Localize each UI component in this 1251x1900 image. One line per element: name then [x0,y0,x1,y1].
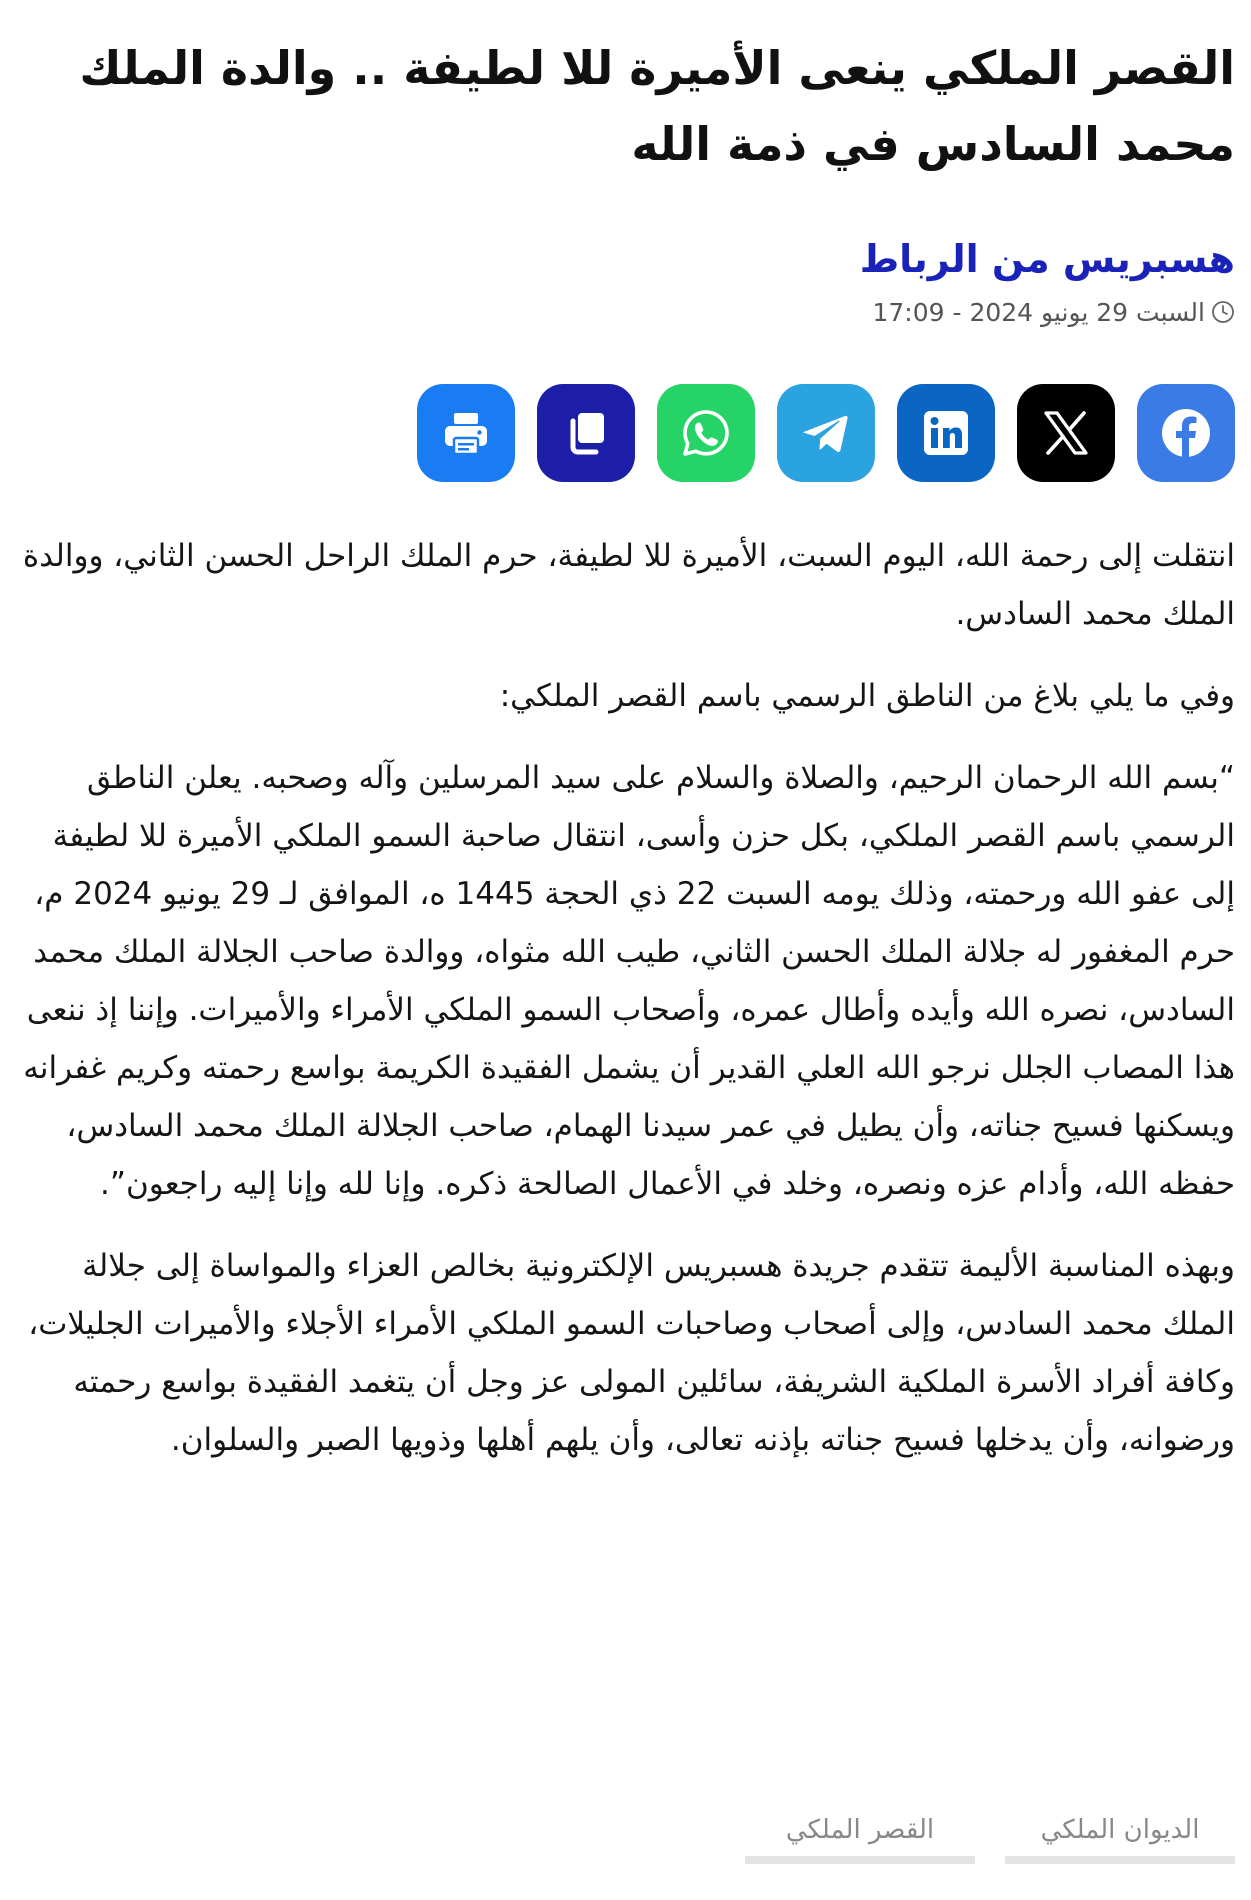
share-telegram-button[interactable] [777,384,875,482]
article-date: السبت 29 يونيو 2024 - 17:09 [872,297,1205,327]
share-x-button[interactable] [1017,384,1115,482]
article-paragraph: “بسم الله الرحمان الرحيم، والصلاة والسلام على سيد المرسلين وآله وصحبه. يعلن الناطق الرسمي باسم القصر الملكي، بكل حزن وأسى، انتقال صاحبة السمو الملكي الأميرة للا لطيفة إلى عفو الله ورحمته، وذلك يومه السبت 22 ذي الحجة 1445 ه، الموافق لـ 29 يونيو 2024 م، حرم المغفور له جلالة الملك الحسن الثاني، طيب الله مثواه، ووالدة صاحب الجلالة الملك محمد السادس، نصره الله وأيده وأطال عمره، وأصحاب السمو الملكي الأمراء والأميرات. وإننا إذ ننعى هذا المصاب الجلل نرجو الله العلي القدير أن يشمل الفقيدة الكريمة بواسع رحمته وكريم غفرانه ويسكنها فسيح جناته، وأن يطيل في عمر سيدنا الهمام، صاحب الجلالة الملك محمد السادس، حفظه الله، وأدام عزه ونصره، وخلد في الأعمال الصالحة ذكره. وإنا لله وإنا إليه راجعون”. [23,760,1235,1202]
copy-icon [560,407,612,459]
linkedin-icon [920,407,972,459]
clock-icon [1211,300,1235,324]
article-title: القصر الملكي ينعى الأميرة للا لطيفة .. والدة الملك محمد السادس في ذمة الله [79,41,1235,171]
share-linkedin-button[interactable] [897,384,995,482]
author-link[interactable]: هسبريس من الرباط [859,237,1235,281]
article-body [16,527,1235,1469]
tag-royal-palace[interactable]: القصر الملكي [745,1810,975,1864]
share-whatsapp-button[interactable] [657,384,755,482]
whatsapp-icon [680,407,732,459]
share-facebook-button[interactable] [1137,384,1235,482]
facebook-icon [1160,407,1212,459]
article-tags [745,1810,1235,1864]
print-button[interactable] [417,384,515,482]
article-dateline [16,292,1235,332]
article-container [16,0,1235,1493]
tag-royal-cabinet[interactable]: الديوان الملكي [1005,1810,1235,1864]
print-icon [440,407,492,459]
article-paragraph: انتقلت إلى رحمة الله، اليوم السبت، الأميرة للا لطيفة، حرم الملك الراحل الحسن الثاني، ووالدة الملك محمد السادس. [22,538,1235,632]
share-bar [16,384,1235,482]
copy-link-button[interactable] [537,384,635,482]
x-icon [1040,407,1092,459]
article-paragraph: وبهذه المناسبة الأليمة تتقدم جريدة هسبريس الإلكترونية بخالص العزاء والمواساة إلى جلالة الملك محمد السادس، وإلى أصحاب وصاحبات السمو الملكي الأمراء الأجلاء والأميرات الجليلات، وكافة أفراد الأسرة الملكية الشريفة، سائلين المولى عز وجل أن يتغمد الفقيدة بواسع رحمته ورضوانه، وأن يدخلها فسيح جناته بإذنه تعالى، وأن يلهم أهلها وذويها الصبر والسلوان. [28,1248,1235,1458]
article-paragraph: وفي ما يلي بلاغ من الناطق الرسمي باسم القصر الملكي: [499,678,1235,714]
telegram-icon [800,407,852,459]
